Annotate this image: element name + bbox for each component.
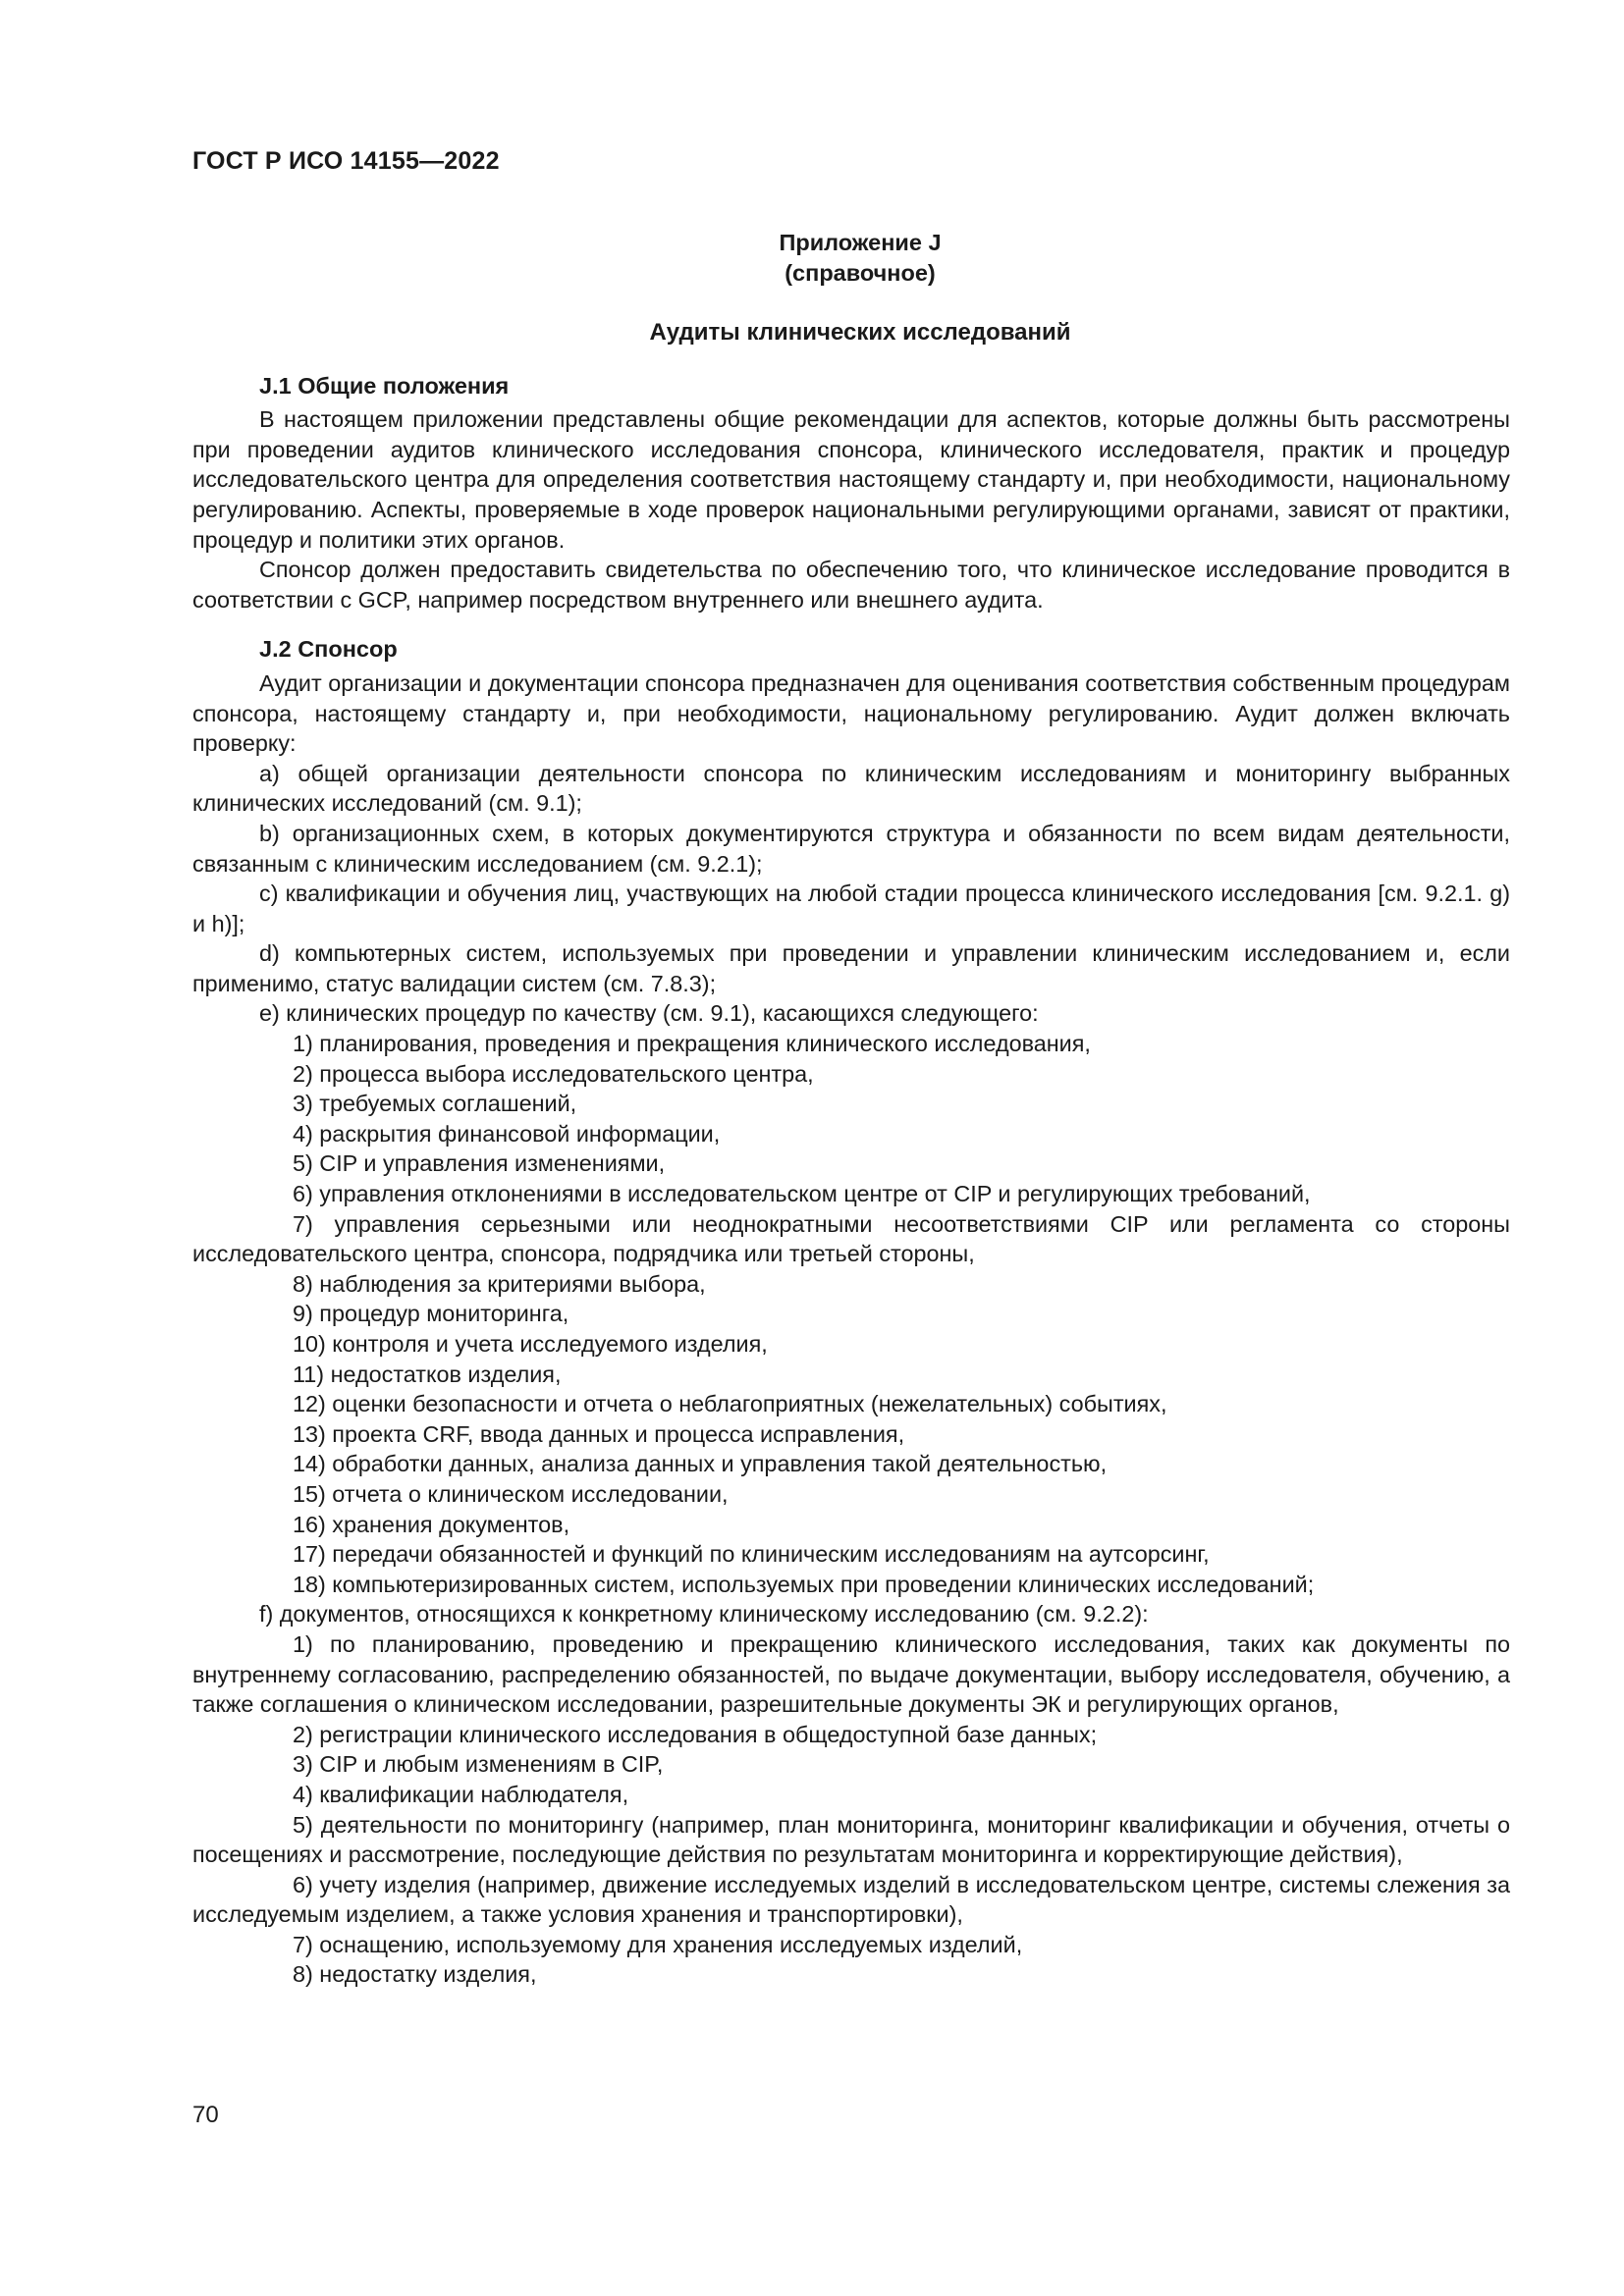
list-item: 14) обработки данных, анализа данных и управления такой деятельностью, (293, 1451, 1108, 1477)
list-item: 1) планирования, проведения и прекращения клинического исследования, (293, 1031, 1091, 1057)
list-item: 5) CIP и управления изменениями, (293, 1150, 666, 1177)
list-item: 12) оценки безопасности и отчета о неблагоприятных (нежелательных) событиях, (293, 1391, 1167, 1417)
annex-type: (справочное) (785, 260, 936, 286)
section-heading-j1: J.1 Общие положения (259, 372, 510, 399)
annex-name: Аудиты клинических исследований (649, 319, 1071, 346)
list-item: 3) CIP и любым изменениям в CIP, (293, 1751, 664, 1778)
list-item: 16) хранения документов, (293, 1511, 570, 1537)
document-body (192, 228, 1510, 1990)
section-heading-j2: J.2 Спонсор (259, 636, 398, 663)
list-item-f: f) документов, относящихся к конкретному клиническому исследованию (см. 9.2.2): (259, 1601, 1149, 1628)
list-item: 3) требуемых соглашений, (293, 1091, 577, 1117)
list-item-b: b) организационных схем, в которых документируются структура и обязанности по всем видам деятельности, связанным с клиническим исследованием (см. 9.2.1); (192, 820, 1510, 877)
list-item: 11) недостатков изделия, (293, 1361, 562, 1387)
list-item: 1) по планированию, проведению и прекращению клинического исследования, таких как документы по внутреннему согласованию, распределению обязанностей, по выдаче документации, выбору исследователя, обучению, а также соглашения о клиническом исследовании, разрешительные документы ЭК и регулирующих органов, (192, 1630, 1510, 1718)
document-code-header: ГОСТ Р ИСО 14155—2022 (192, 147, 500, 175)
list-item-a: a) общей организации деятельности спонсора по клиническим исследованиям и мониторингу выбранных клинических исследований (см. 9.1); (192, 760, 1510, 817)
list-item-c: c) квалификации и обучения лиц, участвующих на любой стадии процесса клинического исследования [см. 9.2.1. g) и h)]; (192, 881, 1510, 936)
list-item: 8) недостатку изделия, (293, 1961, 537, 1988)
list-item-d: d) компьютерных систем, используемых при проведении и управлении клиническим исследованием и, если применимо, статус валидации систем (см. 7.8.3); (192, 940, 1510, 996)
list-item: 2) регистрации клинического исследования в общедоступной базе данных; (293, 1721, 1098, 1747)
list-item: 17) передачи обязанностей и функций по клиническим исследованиям на аутсорсинг, (293, 1541, 1210, 1568)
annex-title: Приложение J (779, 230, 942, 255)
list-item: 4) раскрытия финансовой информации, (293, 1120, 721, 1147)
paragraph: Аудит организации и документации спонсора предназначен для оценивания соответствия собственным процедурам спонсора, настоящему стандарту и, при необходимости, национальному регулированию. Аудит должен включать проверку: (192, 669, 1510, 757)
page-number: 70 (192, 2102, 219, 2128)
list-item: 8) наблюдения за критериями выбора, (293, 1270, 706, 1297)
list-item: 6) учету изделия (например, движение исследуемых изделий в исследовательском центре, системы слежения за исследуемым изделием, а также условия хранения и транспортировки), (192, 1871, 1510, 1928)
list-item: 13) проекта CRF, ввода данных и процесса исправления, (293, 1420, 905, 1447)
list-item: 15) отчета о клиническом исследовании, (293, 1480, 729, 1507)
list-item: 7) управления серьезными или неоднократными несоответствиями CIP или регламента со стороны исследовательского центра, спонсора, подрядчика или третьей стороны, (192, 1210, 1510, 1267)
list-item: 5) деятельности по мониторингу (например, план мониторинга, мониторинг квалификации и обучения, отчеты о посещениях и рассмотрение, последующие действия по результатам мониторинга и корректирующие действия), (192, 1811, 1510, 1868)
paragraph: Спонсор должен предоставить свидетельства по обеспечению того, что клиническое исследование проводится в соответствии с GCP, например посредством внутреннего или внешнего аудита. (192, 557, 1510, 613)
list-item: 18) компьютеризированных систем, используемых при проведении клинических исследований; (293, 1571, 1315, 1597)
list-item: 10) контроля и учета исследуемого изделия, (293, 1331, 768, 1357)
list-item: 6) управления отклонениями в исследовательском центре от CIP и регулирующих требований, (293, 1181, 1311, 1207)
list-item: 7) оснащению, используемому для хранения исследуемых изделий, (293, 1931, 1023, 1957)
list-item: 9) процедур мониторинга, (293, 1301, 569, 1327)
list-item: 2) процесса выбора исследовательского центра, (293, 1060, 814, 1087)
paragraph: В настоящем приложении представлены общие рекомендации для аспектов, которые должны быть рассмотрены при проведении аудитов клинического исследования спонсора, клинического исследователя, практик и процедур исследовательского центра для определения соответствия настоящему стандарту и, при необходимости, национальному регулированию. Аспекты, проверяемые в ходе проверок национальными регулирующими органами, зависят от практики, процедур и политики этих органов. (192, 406, 1510, 553)
list-item-e: e) клинических процедур по качеству (см. 9.1), касающихся следующего: (259, 1000, 1039, 1027)
list-item: 4) квалификации наблюдателя, (293, 1781, 629, 1807)
